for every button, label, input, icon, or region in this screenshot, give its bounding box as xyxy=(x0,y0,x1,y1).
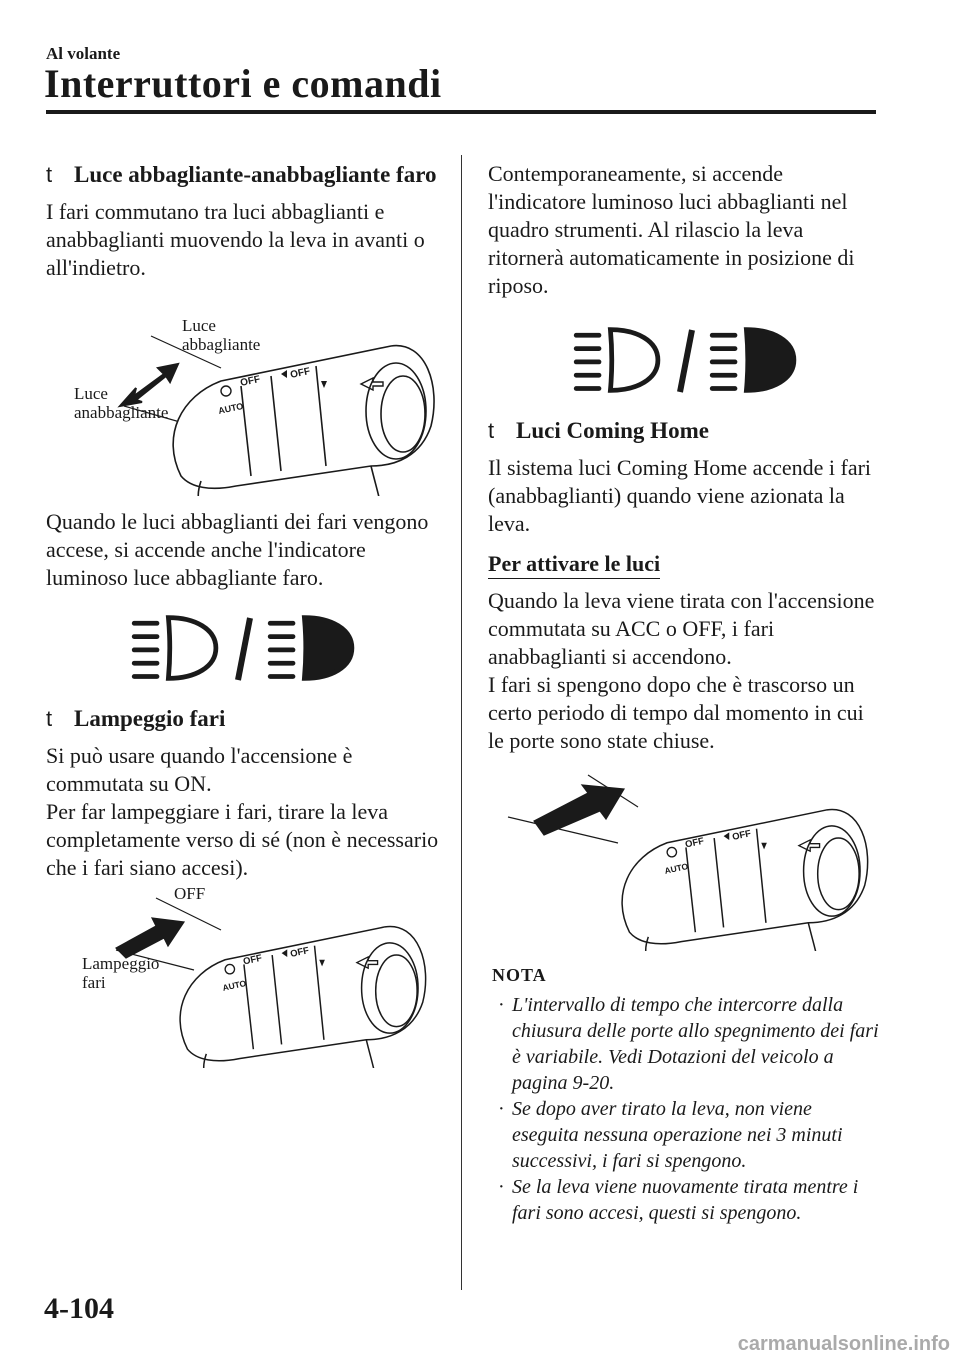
beam-icons xyxy=(46,610,441,686)
heading-coming-home xyxy=(488,416,883,446)
beam-icons xyxy=(488,322,883,398)
note-item: · L'intervallo di tempo che intercorre dalla chiusura delle porte allo spegnimento dei fari è variabile. Vedi Dotazioni del veicolo a pagina 9-20. xyxy=(498,994,879,1094)
bullet-icon: t xyxy=(46,706,53,731)
heading-flash xyxy=(46,704,441,734)
paragraph: Il sistema luci Coming Home accende i fari (anabbaglianti) quando viene azionata la leva. xyxy=(488,455,872,536)
paragraph: Quando le luci abbaglianti dei fari vengono accese, si accende anche l'indicatore luminoso luce abbagliante faro. xyxy=(46,509,429,590)
bullet-icon: t xyxy=(488,418,495,443)
label-flash: Lampeggio fari xyxy=(82,954,160,992)
heading-text: Lampeggio fari xyxy=(74,706,226,731)
note-title: NOTA xyxy=(492,965,547,985)
label-off: OFF xyxy=(174,884,206,903)
note-bullet: · xyxy=(498,1098,505,1120)
high-beam-filled-icon xyxy=(706,322,802,398)
note-bullet: · xyxy=(498,994,505,1016)
page-title: Interruttori e comandi xyxy=(44,61,442,106)
left-column xyxy=(46,160,441,1068)
heading-text: Luci Coming Home xyxy=(516,418,709,443)
title-rule xyxy=(46,110,876,114)
lever-illustration xyxy=(488,761,883,951)
slash-icon xyxy=(674,322,698,398)
paragraph: Si può usare quando l'accensione è commutata su ON. xyxy=(46,743,353,796)
note-item: · Se la leva viene nuovamente tirata mentre i fari sono accesi, questi si spengono. xyxy=(498,1176,859,1224)
right-column xyxy=(488,160,883,1226)
paragraph: I fari commutano tra luci abbaglianti e anabbaglianti muovendo la leva in avanti o all'indietro. xyxy=(46,199,425,280)
slash-icon xyxy=(232,610,256,686)
high-beam-outline-icon xyxy=(128,610,224,686)
heading-text: Luce abbagliante-anabbagliante faro xyxy=(74,162,437,187)
lever-figure-flash xyxy=(46,884,441,1068)
paragraph: Quando la leva viene tirata con l'accensione commutata su ACC o OFF, i fari anabbaglianti si accendono. xyxy=(488,588,875,669)
paragraph: Per far lampeggiare i fari, tirare la leva completamente verso di sé (non è necessario che i fari siano accesi). xyxy=(46,799,439,880)
subheading-activate: Per attivare le luci xyxy=(488,550,660,579)
heading-high-low-beam xyxy=(46,160,441,190)
lever-figure-high-low xyxy=(46,296,441,496)
high-beam-filled-icon xyxy=(264,610,360,686)
lever-figure-coming-home xyxy=(488,761,883,951)
high-beam-outline-icon xyxy=(570,322,666,398)
section-label: Al volante xyxy=(46,44,121,63)
page-number: 4-104 xyxy=(44,1292,114,1325)
watermark: carmanualsonline.info xyxy=(737,1333,950,1355)
column-divider xyxy=(461,155,462,1290)
bullet-icon: t xyxy=(46,162,53,187)
label-high-beam: Luce abbagliante xyxy=(182,316,261,354)
paragraph: Contemporaneamente, si accende l'indicatore luminoso luci abbaglianti nel quadro strumenti. Al rilascio la leva ritornerà automaticamente in posizione di riposo. xyxy=(488,161,855,298)
note-bullet: · xyxy=(498,1176,505,1198)
note-item: · Se dopo aver tirato la leva, non viene eseguita nessuna operazione nei 3 minuti successivi, i fari si spengono. xyxy=(498,1098,843,1172)
label-low-beam: Luce anabbagliante xyxy=(74,384,169,422)
paragraph: I fari si spengono dopo che è trascorso un certo periodo di tempo dal momento in cui le porte sono state chiuse. xyxy=(488,672,864,753)
